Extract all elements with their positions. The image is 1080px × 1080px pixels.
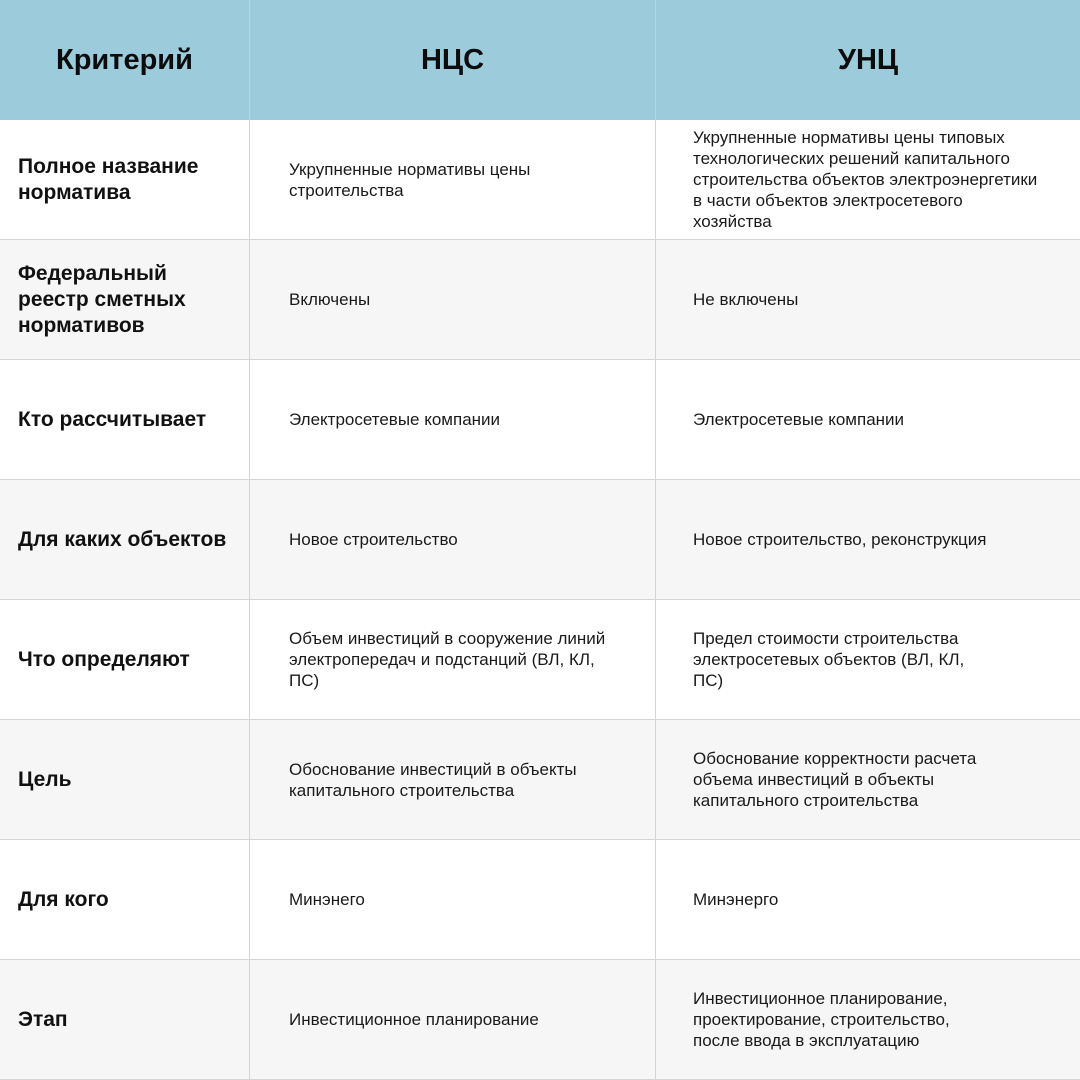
header-unc (656, 0, 1080, 120)
unc-value: Укрупненные нормативы цены типовых технологических решений капитального строительства объектов электроэнергетики в части объектов электросетевого хозяйства (693, 128, 1038, 231)
ncs-value: Укрупненные нормативы цены строительства (289, 159, 531, 200)
row-registry-unc (656, 240, 1080, 360)
row-for-whom-unc (656, 840, 1080, 960)
ncs-value: Объем инвестиций в сооружение линий электропередач и подстанций (ВЛ, КЛ, ПС) (289, 629, 606, 690)
row-who-calculates-unc (656, 360, 1080, 480)
row-stage-criterion (0, 960, 250, 1080)
unc-value: Инвестиционное планирование, проектирование, строительство, после ввода в эксплуатацию (693, 989, 950, 1050)
row-goal-criterion (0, 720, 250, 840)
unc-value: Минэнерго (693, 890, 779, 909)
row-stage-ncs (250, 960, 656, 1080)
row-for-whom-ncs (250, 840, 656, 960)
row-what-defines-unc (656, 600, 1080, 720)
row-who-calculates-criterion (0, 360, 250, 480)
header-unc-label: УНЦ (837, 43, 899, 76)
header-criterion-label: Критерий (56, 43, 193, 76)
row-stage-unc (656, 960, 1080, 1080)
row-who-calculates-ncs (250, 360, 656, 480)
row-objects-unc (656, 480, 1080, 600)
header-ncs (250, 0, 656, 120)
ncs-value: Включены (289, 290, 371, 309)
ncs-value: Электросетевые компании (289, 410, 501, 429)
row-registry-ncs (250, 240, 656, 360)
ncs-value: Новое строительство (289, 530, 458, 549)
row-what-defines-ncs (250, 600, 656, 720)
row-full-name-unc (656, 120, 1080, 240)
unc-value: Обоснование корректности расчета объема инвестиций в объекты капитального строительства (693, 749, 977, 810)
criterion-label: Для кого (18, 887, 109, 911)
ncs-value: Инвестиционное планирование (289, 1010, 539, 1029)
criterion-label: Федеральный реестр сметных нормативов (18, 261, 186, 337)
criterion-label: Цель (18, 767, 72, 791)
header-ncs-label: НЦС (420, 43, 485, 76)
row-full-name-ncs (250, 120, 656, 240)
criterion-label: Кто рассчитывает (18, 407, 207, 431)
row-what-defines-criterion (0, 600, 250, 720)
row-goal-ncs (250, 720, 656, 840)
criterion-label: Этап (18, 1007, 68, 1031)
unc-value: Предел стоимости строительства электросетевых объектов (ВЛ, КЛ, ПС) (693, 629, 965, 690)
row-goal-unc (656, 720, 1080, 840)
row-objects-ncs (250, 480, 656, 600)
unc-value: Не включены (693, 290, 799, 309)
criterion-label: Полное название норматива (18, 154, 199, 204)
row-full-name-criterion (0, 120, 250, 240)
unc-value: Электросетевые компании (693, 410, 905, 429)
criterion-label: Для каких объектов (18, 527, 227, 551)
ncs-value: Обоснование инвестиций в объекты капитального строительства (289, 759, 577, 800)
criterion-label: Что определяют (18, 647, 190, 671)
unc-value: Новое строительство, реконструкция (693, 530, 987, 549)
row-registry-criterion (0, 240, 250, 360)
header-criterion (0, 0, 250, 120)
row-objects-criterion (0, 480, 250, 600)
row-for-whom-criterion (0, 840, 250, 960)
ncs-value: Минэнего (289, 890, 365, 909)
